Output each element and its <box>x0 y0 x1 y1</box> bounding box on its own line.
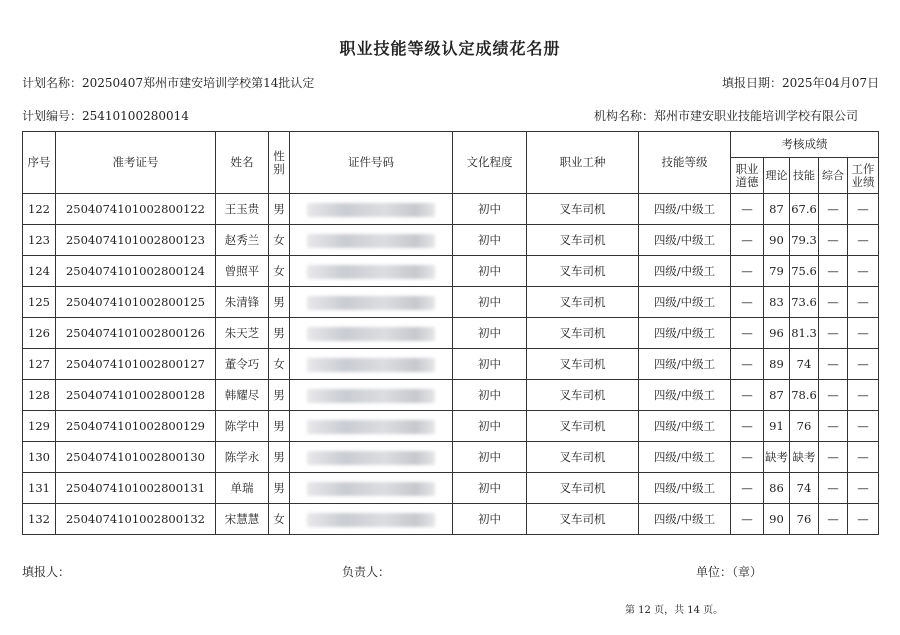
table-row <box>23 287 879 318</box>
skill-score-cell: 76 <box>790 504 819 535</box>
gender-cell: 男 <box>269 411 290 442</box>
header-skill-level: 技能等级 <box>639 132 731 194</box>
skill-level-cell: 四级/中级工 <box>639 318 731 349</box>
name-cell: 陈学永 <box>216 442 269 473</box>
filler-label: 填报人： <box>22 565 71 579</box>
seq-cell: 123 <box>23 225 56 256</box>
skill-score-cell: 73.6 <box>790 287 819 318</box>
theory-score-cell: 83 <box>764 287 790 318</box>
seq-cell: 129 <box>23 411 56 442</box>
job-cell: 叉车司机 <box>527 473 639 504</box>
skill-score-cell: 67.6 <box>790 194 819 225</box>
gender-cell: 女 <box>269 349 290 380</box>
table-row <box>23 442 879 473</box>
ethics-score-cell: — <box>731 411 764 442</box>
unit-seal-label: 单位：（章） <box>696 565 763 579</box>
organization-name: 机构名称：郑州市建安职业技能培训学校有限公司 <box>594 109 859 123</box>
comprehensive-score-cell: — <box>819 504 848 535</box>
exam-number-cell: 2504074101002800122 <box>56 194 216 225</box>
ethics-score-cell: — <box>731 442 764 473</box>
performance-score-cell: — <box>848 225 879 256</box>
id-number-cell <box>290 504 453 535</box>
performance-score-cell: — <box>848 473 879 504</box>
exam-number-cell: 2504074101002800124 <box>56 256 216 287</box>
header-job: 职业工种 <box>527 132 639 194</box>
seq-cell: 124 <box>23 256 56 287</box>
table-row <box>23 194 879 225</box>
skill-level-cell: 四级/中级工 <box>639 411 731 442</box>
seq-cell: 126 <box>23 318 56 349</box>
theory-score-cell: 90 <box>764 225 790 256</box>
education-cell: 初中 <box>453 194 527 225</box>
name-cell: 韩耀尽 <box>216 380 269 411</box>
table-body <box>23 194 879 535</box>
gender-cell: 男 <box>269 287 290 318</box>
job-cell: 叉车司机 <box>527 504 639 535</box>
skill-level-cell: 四级/中级工 <box>639 194 731 225</box>
table-row <box>23 318 879 349</box>
header-ethics: 职业道德 <box>731 158 764 194</box>
job-cell: 叉车司机 <box>527 256 639 287</box>
fill-date: 填报日期：2025年04月07日 <box>722 76 880 90</box>
education-cell: 初中 <box>453 504 527 535</box>
redacted-id-blur <box>307 389 435 403</box>
skill-level-cell: 四级/中级工 <box>639 380 731 411</box>
education-cell: 初中 <box>453 442 527 473</box>
education-cell: 初中 <box>453 256 527 287</box>
skill-score-cell: 74 <box>790 473 819 504</box>
comprehensive-score-cell: — <box>819 411 848 442</box>
job-cell: 叉车司机 <box>527 225 639 256</box>
redacted-id-blur <box>307 482 435 496</box>
skill-level-cell: 四级/中级工 <box>639 442 731 473</box>
theory-score-cell: 87 <box>764 194 790 225</box>
name-cell: 曾照平 <box>216 256 269 287</box>
table-row <box>23 256 879 287</box>
id-number-cell <box>290 287 453 318</box>
exam-number-cell: 2504074101002800126 <box>56 318 216 349</box>
seq-cell: 127 <box>23 349 56 380</box>
ethics-score-cell: — <box>731 349 764 380</box>
performance-score-cell: — <box>848 194 879 225</box>
skill-level-cell: 四级/中级工 <box>639 225 731 256</box>
education-cell: 初中 <box>453 287 527 318</box>
header-gender: 性别 <box>269 132 290 194</box>
gender-cell: 男 <box>269 442 290 473</box>
seq-cell: 128 <box>23 380 56 411</box>
plan-number: 计划编号：25410100280014 <box>22 109 189 123</box>
skill-level-cell: 四级/中级工 <box>639 473 731 504</box>
ethics-score-cell: — <box>731 473 764 504</box>
exam-number-cell: 2504074101002800127 <box>56 349 216 380</box>
ethics-score-cell: — <box>731 318 764 349</box>
exam-number-cell: 2504074101002800132 <box>56 504 216 535</box>
gender-cell: 男 <box>269 318 290 349</box>
redacted-id-blur <box>307 420 435 434</box>
id-number-cell <box>290 442 453 473</box>
redacted-id-blur <box>307 265 435 279</box>
exam-number-cell: 2504074101002800123 <box>56 225 216 256</box>
id-number-cell <box>290 473 453 504</box>
job-cell: 叉车司机 <box>527 287 639 318</box>
education-cell: 初中 <box>453 411 527 442</box>
performance-score-cell: — <box>848 411 879 442</box>
ethics-score-cell: — <box>731 287 764 318</box>
name-cell: 董令巧 <box>216 349 269 380</box>
exam-number-cell: 2504074101002800130 <box>56 442 216 473</box>
comprehensive-score-cell: — <box>819 349 848 380</box>
skill-level-cell: 四级/中级工 <box>639 504 731 535</box>
gender-cell: 男 <box>269 194 290 225</box>
job-cell: 叉车司机 <box>527 349 639 380</box>
name-cell: 陈学中 <box>216 411 269 442</box>
table-row <box>23 473 879 504</box>
exam-number-cell: 2504074101002800128 <box>56 380 216 411</box>
redacted-id-blur <box>307 203 435 217</box>
theory-score-cell: 90 <box>764 504 790 535</box>
header-name: 姓名 <box>216 132 269 194</box>
seq-cell: 122 <box>23 194 56 225</box>
id-number-cell <box>290 318 453 349</box>
skill-score-cell: 缺考 <box>790 442 819 473</box>
job-cell: 叉车司机 <box>527 411 639 442</box>
table-row <box>23 349 879 380</box>
theory-score-cell: 87 <box>764 380 790 411</box>
score-roster-table <box>22 131 879 535</box>
performance-score-cell: — <box>848 349 879 380</box>
redacted-id-blur <box>307 451 435 465</box>
id-number-cell <box>290 380 453 411</box>
skill-score-cell: 79.3 <box>790 225 819 256</box>
comprehensive-score-cell: — <box>819 473 848 504</box>
header-seq: 序号 <box>23 132 56 194</box>
seq-cell: 131 <box>23 473 56 504</box>
education-cell: 初中 <box>453 473 527 504</box>
header-performance: 工作业绩 <box>848 158 879 194</box>
skill-level-cell: 四级/中级工 <box>639 349 731 380</box>
education-cell: 初中 <box>453 318 527 349</box>
ethics-score-cell: — <box>731 225 764 256</box>
skill-level-cell: 四级/中级工 <box>639 287 731 318</box>
id-number-cell <box>290 194 453 225</box>
header-theory: 理论 <box>764 158 790 194</box>
exam-number-cell: 2504074101002800125 <box>56 287 216 318</box>
comprehensive-score-cell: — <box>819 442 848 473</box>
comprehensive-score-cell: — <box>819 318 848 349</box>
theory-score-cell: 79 <box>764 256 790 287</box>
gender-cell: 男 <box>269 380 290 411</box>
job-cell: 叉车司机 <box>527 194 639 225</box>
document-title: 职业技能等级认定成绩花名册 <box>339 39 561 58</box>
job-cell: 叉车司机 <box>527 318 639 349</box>
performance-score-cell: — <box>848 504 879 535</box>
table-row <box>23 380 879 411</box>
performance-score-cell: — <box>848 287 879 318</box>
comprehensive-score-cell: — <box>819 287 848 318</box>
gender-cell: 女 <box>269 225 290 256</box>
gender-cell: 女 <box>269 504 290 535</box>
seq-cell: 125 <box>23 287 56 318</box>
comprehensive-score-cell: — <box>819 225 848 256</box>
plan-name: 计划名称：20250407郑州市建安培训学校第14批认定 <box>22 76 315 90</box>
ethics-score-cell: — <box>731 194 764 225</box>
redacted-id-blur <box>307 358 435 372</box>
skill-score-cell: 76 <box>790 411 819 442</box>
header-assessment-scores: 考核成绩 <box>731 132 879 158</box>
name-cell: 单瑞 <box>216 473 269 504</box>
header-id-number: 证件号码 <box>290 132 453 194</box>
name-cell: 朱天芝 <box>216 318 269 349</box>
name-cell: 王玉贵 <box>216 194 269 225</box>
performance-score-cell: — <box>848 380 879 411</box>
name-cell: 宋慧慧 <box>216 504 269 535</box>
id-number-cell <box>290 349 453 380</box>
header-exam-number: 准考证号 <box>56 132 216 194</box>
table-row <box>23 504 879 535</box>
name-cell: 赵秀兰 <box>216 225 269 256</box>
job-cell: 叉车司机 <box>527 380 639 411</box>
seq-cell: 132 <box>23 504 56 535</box>
id-number-cell <box>290 256 453 287</box>
theory-score-cell: 缺考 <box>764 442 790 473</box>
page-indicator: 第 12 页，共 14 页。 <box>625 605 724 616</box>
performance-score-cell: — <box>848 318 879 349</box>
seq-cell: 130 <box>23 442 56 473</box>
comprehensive-score-cell: — <box>819 380 848 411</box>
skill-score-cell: 74 <box>790 349 819 380</box>
performance-score-cell: — <box>848 256 879 287</box>
gender-cell: 女 <box>269 256 290 287</box>
comprehensive-score-cell: — <box>819 256 848 287</box>
theory-score-cell: 91 <box>764 411 790 442</box>
theory-score-cell: 89 <box>764 349 790 380</box>
exam-number-cell: 2504074101002800129 <box>56 411 216 442</box>
skill-score-cell: 75.6 <box>790 256 819 287</box>
redacted-id-blur <box>307 513 435 527</box>
header-skill: 技能 <box>790 158 819 194</box>
responsible-label: 负责人： <box>342 565 391 579</box>
id-number-cell <box>290 411 453 442</box>
skill-score-cell: 78.6 <box>790 380 819 411</box>
ethics-score-cell: — <box>731 256 764 287</box>
education-cell: 初中 <box>453 380 527 411</box>
skill-level-cell: 四级/中级工 <box>639 256 731 287</box>
education-cell: 初中 <box>453 225 527 256</box>
theory-score-cell: 96 <box>764 318 790 349</box>
table-row <box>23 225 879 256</box>
performance-score-cell: — <box>848 442 879 473</box>
redacted-id-blur <box>307 234 435 248</box>
job-cell: 叉车司机 <box>527 442 639 473</box>
exam-number-cell: 2504074101002800131 <box>56 473 216 504</box>
redacted-id-blur <box>307 327 435 341</box>
ethics-score-cell: — <box>731 380 764 411</box>
education-cell: 初中 <box>453 349 527 380</box>
table-header <box>23 132 879 194</box>
header-education: 文化程度 <box>453 132 527 194</box>
theory-score-cell: 86 <box>764 473 790 504</box>
gender-cell: 男 <box>269 473 290 504</box>
ethics-score-cell: — <box>731 504 764 535</box>
redacted-id-blur <box>307 296 435 310</box>
comprehensive-score-cell: — <box>819 194 848 225</box>
name-cell: 朱清锋 <box>216 287 269 318</box>
skill-score-cell: 81.3 <box>790 318 819 349</box>
table-row <box>23 411 879 442</box>
header-comprehensive: 综合 <box>819 158 848 194</box>
id-number-cell <box>290 225 453 256</box>
